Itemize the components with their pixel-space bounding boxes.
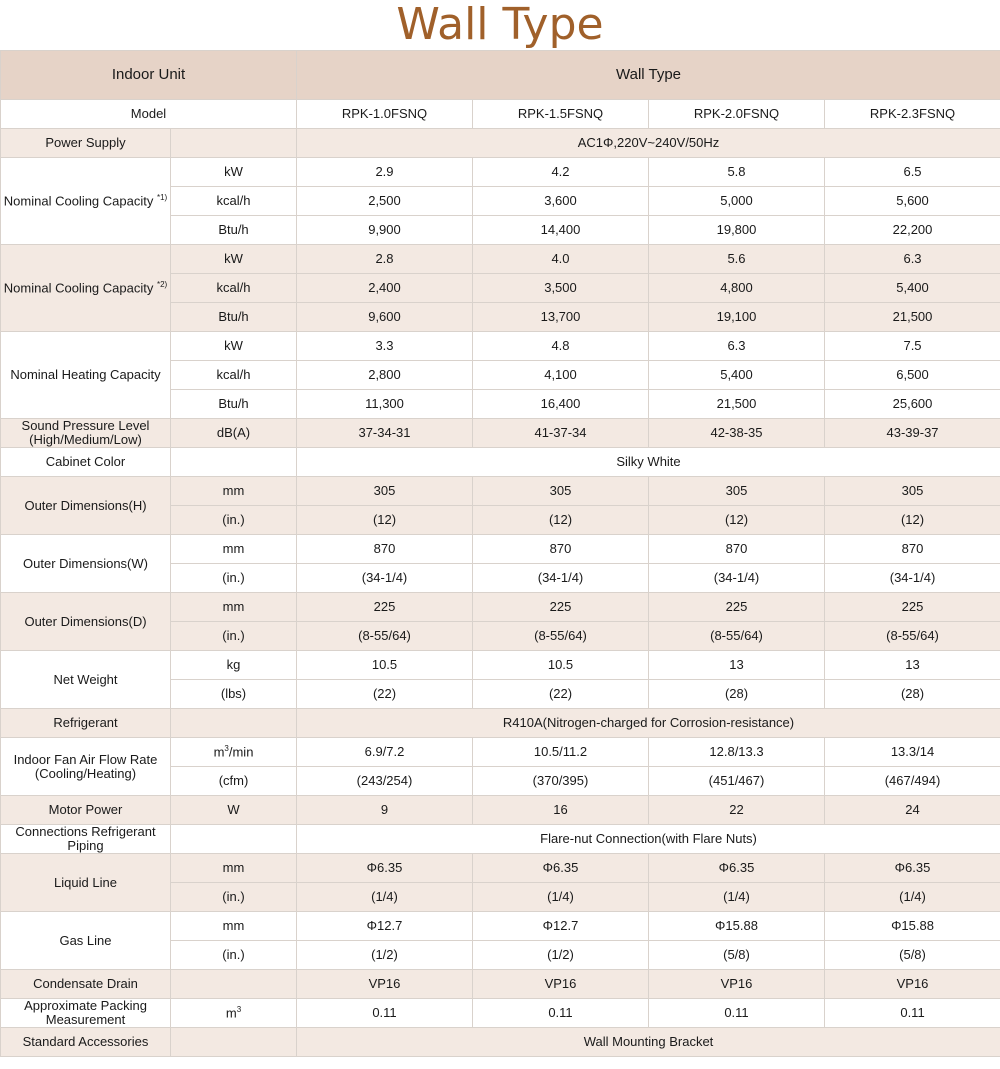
- dim-h-label: Outer Dimensions(H): [1, 477, 171, 535]
- sound-label: Sound Pressure Level (High/Medium/Low): [1, 419, 171, 448]
- packing-label: Approximate Packing Measurement: [1, 999, 171, 1028]
- row-dim-h-mm: [1, 477, 1000, 506]
- unit-cell: mm: [171, 535, 297, 564]
- value-cell: Φ6.35: [297, 854, 473, 883]
- value-cell: (1/4): [297, 883, 473, 912]
- value-cell: (12): [649, 506, 825, 535]
- value-cell: 9,600: [297, 303, 473, 332]
- value-cell: (12): [825, 506, 1000, 535]
- value-cell: (22): [297, 680, 473, 709]
- value-cell: 2.8: [297, 245, 473, 274]
- row-packing: [1, 999, 1000, 1028]
- weight-label: Net Weight: [1, 651, 171, 709]
- value-cell: 13: [825, 651, 1000, 680]
- value-cell: (28): [825, 680, 1000, 709]
- spec-table: [0, 50, 1000, 1057]
- row-motor-power: [1, 796, 1000, 825]
- value-cell: (1/4): [473, 883, 649, 912]
- unit-cell: [171, 129, 297, 158]
- unit-cell: kg: [171, 651, 297, 680]
- value-cell: 14,400: [473, 216, 649, 245]
- value-cell: 0.11: [473, 999, 649, 1028]
- value-cell: (12): [473, 506, 649, 535]
- row-refrigerant: [1, 709, 1000, 738]
- value-cell: (1/2): [297, 941, 473, 970]
- value-cell: (8-55/64): [297, 622, 473, 651]
- unit-cell: mm: [171, 593, 297, 622]
- value-cell: 13: [649, 651, 825, 680]
- model-cell: RPK-1.0FSNQ: [297, 100, 473, 129]
- value-cell: 6.5: [825, 158, 1000, 187]
- unit-cell: kW: [171, 332, 297, 361]
- unit-cell: [171, 970, 297, 999]
- dim-d-label: Outer Dimensions(D): [1, 593, 171, 651]
- value-cell: 24: [825, 796, 1000, 825]
- value-cell: 870: [473, 535, 649, 564]
- value-cell: 305: [297, 477, 473, 506]
- value-cell: (451/467): [649, 767, 825, 796]
- value-cell: 5,000: [649, 187, 825, 216]
- value-cell: 41-37-34: [473, 419, 649, 448]
- value-cell: 6.3: [649, 332, 825, 361]
- refrigerant-value: R410A(Nitrogen-charged for Corrosion-resistance): [297, 709, 1000, 738]
- value-cell: 16,400: [473, 390, 649, 419]
- value-cell: 16: [473, 796, 649, 825]
- unit-cell: [171, 448, 297, 477]
- row-accessories: [1, 1028, 1000, 1057]
- value-cell: 305: [649, 477, 825, 506]
- value-cell: 11,300: [297, 390, 473, 419]
- row-model: [1, 100, 1000, 129]
- value-cell: 12.8/13.3: [649, 738, 825, 767]
- value-cell: (1/4): [649, 883, 825, 912]
- heating-label: Nominal Heating Capacity: [1, 332, 171, 419]
- unit-cell: (in.): [171, 622, 297, 651]
- header-row: [1, 51, 1000, 100]
- value-cell: 0.11: [649, 999, 825, 1028]
- unit-cell: mm: [171, 854, 297, 883]
- value-cell: 25,600: [825, 390, 1000, 419]
- value-cell: (34-1/4): [825, 564, 1000, 593]
- row-sound: [1, 419, 1000, 448]
- value-cell: 0.11: [297, 999, 473, 1028]
- unit-cell: mm: [171, 912, 297, 941]
- power-supply-value: AC1Φ,220V~240V/50Hz: [297, 129, 1000, 158]
- value-cell: 3,500: [473, 274, 649, 303]
- value-cell: 7.5: [825, 332, 1000, 361]
- value-cell: 4.8: [473, 332, 649, 361]
- row-condensate-drain: [1, 970, 1000, 999]
- row-connections: [1, 825, 1000, 854]
- value-cell: (12): [297, 506, 473, 535]
- value-cell: Φ12.7: [473, 912, 649, 941]
- value-cell: 19,800: [649, 216, 825, 245]
- value-cell: 10.5/11.2: [473, 738, 649, 767]
- value-cell: VP16: [473, 970, 649, 999]
- row-cooling1-kw: [1, 158, 1000, 187]
- value-cell: 4,800: [649, 274, 825, 303]
- row-weight-kg: [1, 651, 1000, 680]
- value-cell: 4.2: [473, 158, 649, 187]
- liquid-label: Liquid Line: [1, 854, 171, 912]
- value-cell: 225: [473, 593, 649, 622]
- row-dim-w-mm: [1, 535, 1000, 564]
- value-cell: 43-39-37: [825, 419, 1000, 448]
- unit-cell: (in.): [171, 883, 297, 912]
- unit-cell: kW: [171, 158, 297, 187]
- value-cell: 21,500: [649, 390, 825, 419]
- unit-cell: Btu/h: [171, 390, 297, 419]
- value-cell: 870: [297, 535, 473, 564]
- unit-cell: kW: [171, 245, 297, 274]
- value-cell: 2.9: [297, 158, 473, 187]
- header-indoor-unit: Indoor Unit: [1, 51, 297, 100]
- unit-cell: Btu/h: [171, 216, 297, 245]
- unit-cell: [171, 825, 297, 854]
- value-cell: Φ12.7: [297, 912, 473, 941]
- unit-cell: (in.): [171, 506, 297, 535]
- value-cell: 13,700: [473, 303, 649, 332]
- unit-cell: (lbs): [171, 680, 297, 709]
- row-cooling2-kw: [1, 245, 1000, 274]
- value-cell: 2,800: [297, 361, 473, 390]
- value-cell: 6.9/7.2: [297, 738, 473, 767]
- value-cell: Φ6.35: [825, 854, 1000, 883]
- value-cell: (34-1/4): [649, 564, 825, 593]
- value-cell: 9: [297, 796, 473, 825]
- unit-cell: kcal/h: [171, 274, 297, 303]
- value-cell: Φ15.88: [825, 912, 1000, 941]
- gas-label: Gas Line: [1, 912, 171, 970]
- row-power-supply: [1, 129, 1000, 158]
- value-cell: 870: [649, 535, 825, 564]
- value-cell: 5,600: [825, 187, 1000, 216]
- value-cell: (34-1/4): [297, 564, 473, 593]
- airflow-label: Indoor Fan Air Flow Rate (Cooling/Heating): [1, 738, 171, 796]
- value-cell: 4,100: [473, 361, 649, 390]
- value-cell: 305: [825, 477, 1000, 506]
- unit-cell: mm: [171, 477, 297, 506]
- cooling1-label: Nominal Cooling Capacity $^{*1)}$: [1, 158, 171, 245]
- accessories-label: Standard Accessories: [1, 1028, 171, 1057]
- value-cell: 10.5: [297, 651, 473, 680]
- cabinet-label: Cabinet Color: [1, 448, 171, 477]
- value-cell: 21,500: [825, 303, 1000, 332]
- value-cell: 9,900: [297, 216, 473, 245]
- row-heating-kw: [1, 332, 1000, 361]
- value-cell: 4.0: [473, 245, 649, 274]
- value-cell: 5,400: [825, 274, 1000, 303]
- value-cell: Φ6.35: [649, 854, 825, 883]
- value-cell: 225: [649, 593, 825, 622]
- value-cell: (370/395): [473, 767, 649, 796]
- value-cell: Φ15.88: [649, 912, 825, 941]
- unit-cell: W: [171, 796, 297, 825]
- cabinet-value: Silky White: [297, 448, 1000, 477]
- unit-cell: $m^3/\min$: [171, 738, 297, 767]
- value-cell: (28): [649, 680, 825, 709]
- value-cell: 22: [649, 796, 825, 825]
- unit-cell: [171, 1028, 297, 1057]
- row-gas-mm: [1, 912, 1000, 941]
- model-cell: RPK-2.0FSNQ: [649, 100, 825, 129]
- unit-cell: (in.): [171, 941, 297, 970]
- model-label: Model: [1, 100, 297, 129]
- note-marker: *2): [156, 280, 168, 290]
- value-cell: 37-34-31: [297, 419, 473, 448]
- note-marker: *1): [156, 193, 168, 203]
- value-cell: 10.5: [473, 651, 649, 680]
- value-cell: 870: [825, 535, 1000, 564]
- value-cell: 2,500: [297, 187, 473, 216]
- page-title: Wall Type: [396, 0, 604, 50]
- unit-cell: [171, 709, 297, 738]
- value-cell: 42-38-35: [649, 419, 825, 448]
- power-supply-label: Power Supply: [1, 129, 171, 158]
- header-wall-type: Wall Type: [297, 51, 1000, 100]
- value-cell: VP16: [297, 970, 473, 999]
- unit-cell: Btu/h: [171, 303, 297, 332]
- model-cell: RPK-1.5FSNQ: [473, 100, 649, 129]
- dim-w-label: Outer Dimensions(W): [1, 535, 171, 593]
- value-cell: (8-55/64): [473, 622, 649, 651]
- connections-value: Flare-nut Connection(with Flare Nuts): [297, 825, 1000, 854]
- drain-label: Condensate Drain: [1, 970, 171, 999]
- row-dim-d-mm: [1, 593, 1000, 622]
- value-cell: VP16: [825, 970, 1000, 999]
- value-cell: 3,600: [473, 187, 649, 216]
- row-cabinet-color: [1, 448, 1000, 477]
- value-cell: VP16: [649, 970, 825, 999]
- value-cell: 6,500: [825, 361, 1000, 390]
- unit-cell: kcal/h: [171, 187, 297, 216]
- value-cell: (22): [473, 680, 649, 709]
- cooling2-label: Nominal Cooling Capacity $^{*2)}$: [1, 245, 171, 332]
- unit-cell: $m^3$: [171, 999, 297, 1028]
- value-cell: 305: [473, 477, 649, 506]
- row-liquid-mm: [1, 854, 1000, 883]
- unit-cell: (cfm): [171, 767, 297, 796]
- value-cell: (1/4): [825, 883, 1000, 912]
- value-cell: 5.6: [649, 245, 825, 274]
- model-cell: RPK-2.3FSNQ: [825, 100, 1000, 129]
- value-cell: (5/8): [649, 941, 825, 970]
- unit-cell: dB(A): [171, 419, 297, 448]
- value-cell: (467/494): [825, 767, 1000, 796]
- value-cell: (8-55/64): [825, 622, 1000, 651]
- refrigerant-label: Refrigerant: [1, 709, 171, 738]
- value-cell: 22,200: [825, 216, 1000, 245]
- value-cell: (34-1/4): [473, 564, 649, 593]
- value-cell: (8-55/64): [649, 622, 825, 651]
- value-cell: 5,400: [649, 361, 825, 390]
- value-cell: 225: [825, 593, 1000, 622]
- unit-cell: kcal/h: [171, 361, 297, 390]
- accessories-value: Wall Mounting Bracket: [297, 1028, 1000, 1057]
- value-cell: (243/254): [297, 767, 473, 796]
- value-cell: 225: [297, 593, 473, 622]
- value-cell: 5.8: [649, 158, 825, 187]
- row-airflow-m3: [1, 738, 1000, 767]
- value-cell: 0.11: [825, 999, 1000, 1028]
- value-cell: 13.3/14: [825, 738, 1000, 767]
- motor-label: Motor Power: [1, 796, 171, 825]
- value-cell: 19,100: [649, 303, 825, 332]
- value-cell: 6.3: [825, 245, 1000, 274]
- value-cell: (5/8): [825, 941, 1000, 970]
- unit-cell: (in.): [171, 564, 297, 593]
- value-cell: 3.3: [297, 332, 473, 361]
- connections-label: Connections Refrigerant Piping: [1, 825, 171, 854]
- value-cell: Φ6.35: [473, 854, 649, 883]
- value-cell: 2,400: [297, 274, 473, 303]
- value-cell: (1/2): [473, 941, 649, 970]
